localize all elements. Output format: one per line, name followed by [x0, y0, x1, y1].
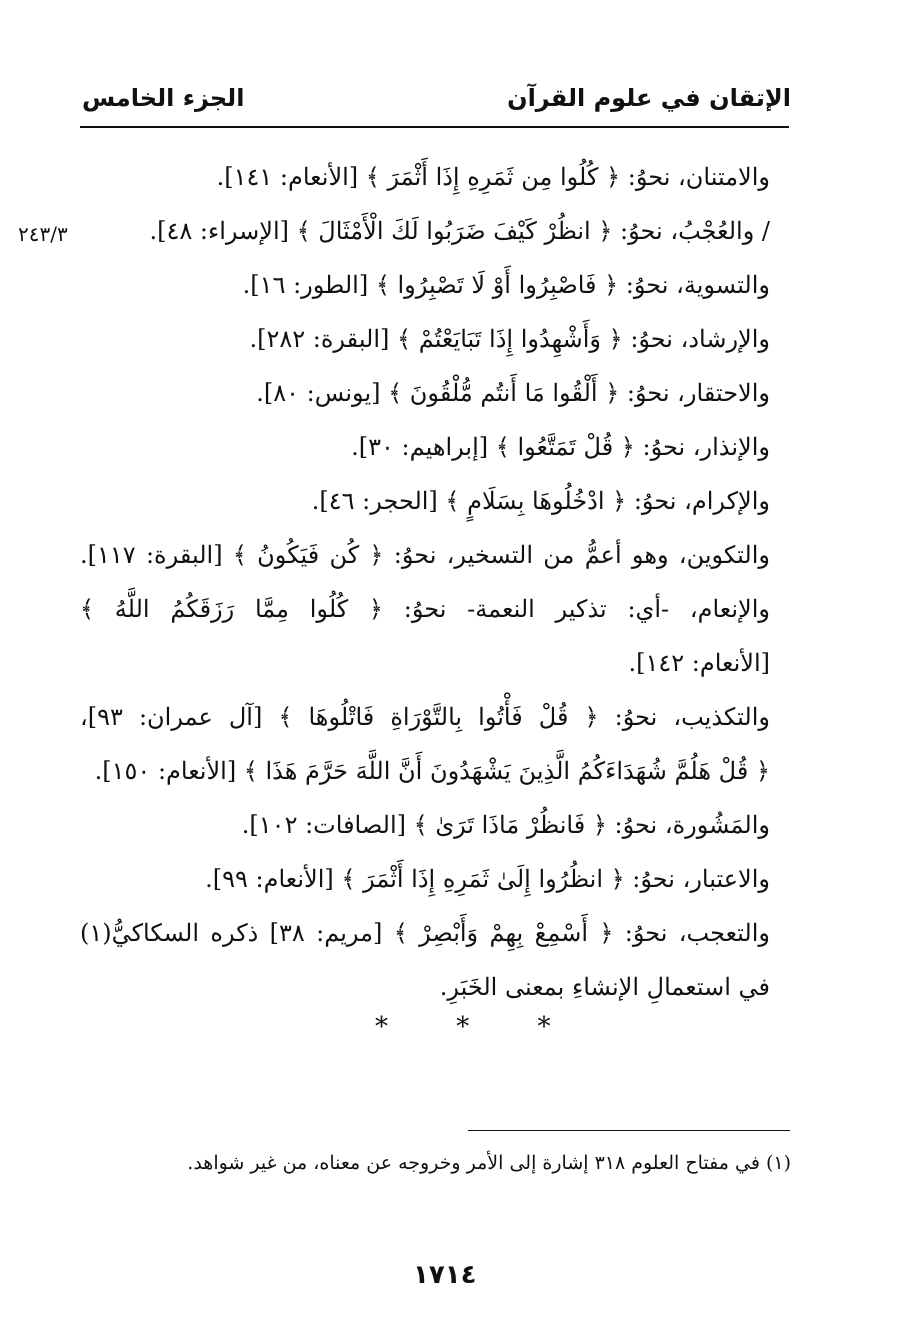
- text-line: / والعُجْبُ، نحوُ: ﴿ انظُرْ كَيْفَ ضَرَبُوا لَكَ الْأَمْثَالَ ﴾ [الإسراء: ٤٨].: [149, 217, 770, 245]
- text-line: والإكرام، نحوُ: ﴿ ادْخُلُوهَا بِسَلَامٍ ﴾ [الحجر: ٤٦].: [311, 487, 770, 515]
- margin-reference: ٢٤٣/٣: [18, 222, 68, 246]
- book-title: الإتقان في علوم القرآن: [507, 84, 791, 112]
- page-number: ١٧١٤: [413, 1260, 477, 1290]
- text-line: والتكذيب، نحوُ: ﴿ قُلْ فَأْتُوا بِالتَّوْرَاةِ فَاتْلُوهَا ﴾ [آل عمران: ٩٣]،: [80, 703, 770, 731]
- part-title: الجزء الخامس: [82, 84, 245, 112]
- footnote: (١) في مفتاح العلوم ٣١٨ إشارة إلى الأمر وخروجه عن معناه، من غير شواهد.: [187, 1152, 791, 1174]
- text-line: والتكوين، وهو أعمُّ من التسخير، نحوُ: ﴿ كُن فَيَكُونُ ﴾ [البقرة: ١١٧].: [80, 541, 770, 569]
- text-line: [الأنعام: ١٤٢].: [628, 649, 770, 677]
- body-text: [80, 150, 770, 1014]
- text-line: والتسوية، نحوُ: ﴿ فَاصْبِرُوا أَوْ لَا تَصْبِرُوا ﴾ [الطور: ١٦].: [242, 271, 770, 299]
- text-line: والتعجب، نحوُ: ﴿ أَسْمِعْ بِهِمْ وَأَبْصِرْ ﴾ [مريم: ٣٨] ذكره السكاكيُّ(١): [80, 919, 770, 947]
- text-line: والإنذار، نحوُ: ﴿ قُلْ تَمَتَّعُوا ﴾ [إبراهيم: ٣٠].: [351, 433, 770, 461]
- text-line: والامتنان، نحوُ: ﴿ كُلُوا مِن ثَمَرِهِ إِذَا أَثْمَرَ ﴾ [الأنعام: ١٤١].: [216, 163, 770, 191]
- text-line: والمَشُورة، نحوُ: ﴿ فَانظُرْ مَاذَا تَرَىٰ ﴾ [الصافات: ١٠٢].: [241, 811, 770, 839]
- text-line: والاعتبار، نحوُ: ﴿ انظُرُوا إِلَىٰ ثَمَرِهِ إِذَا أَثْمَرَ ﴾ [الأنعام: ٩٩].: [205, 865, 770, 893]
- text-line: والإنعام، -أي: تذكير النعمة- نحوُ: ﴿ كُلُوا مِمَّا رَزَقَكُمُ اللَّهُ ﴾: [80, 595, 770, 623]
- text-line: ﴿ قُلْ هَلُمَّ شُهَدَاءَكُمُ الَّذِينَ يَشْهَدُونَ أَنَّ اللَّهَ حَرَّمَ هَذَا ﴾ [الأنعام: ١٥٠].: [94, 757, 770, 785]
- footnote-rule: [468, 1130, 790, 1131]
- header-rule: [80, 126, 789, 128]
- text-line: والإرشاد، نحوُ: ﴿ وَأَشْهِدُوا إِذَا تَبَايَعْتُمْ ﴾ [البقرة: ٢٨٢].: [249, 325, 770, 353]
- text-line: والاحتقار، نحوُ: ﴿ أَلْقُوا مَا أَنتُم مُّلْقُونَ ﴾ [يونس: ٨٠].: [256, 379, 770, 407]
- section-separator: * * *: [375, 1012, 581, 1042]
- text-line: في استعمالِ الإنشاءِ بمعنى الخَبَرِ.: [439, 973, 770, 1001]
